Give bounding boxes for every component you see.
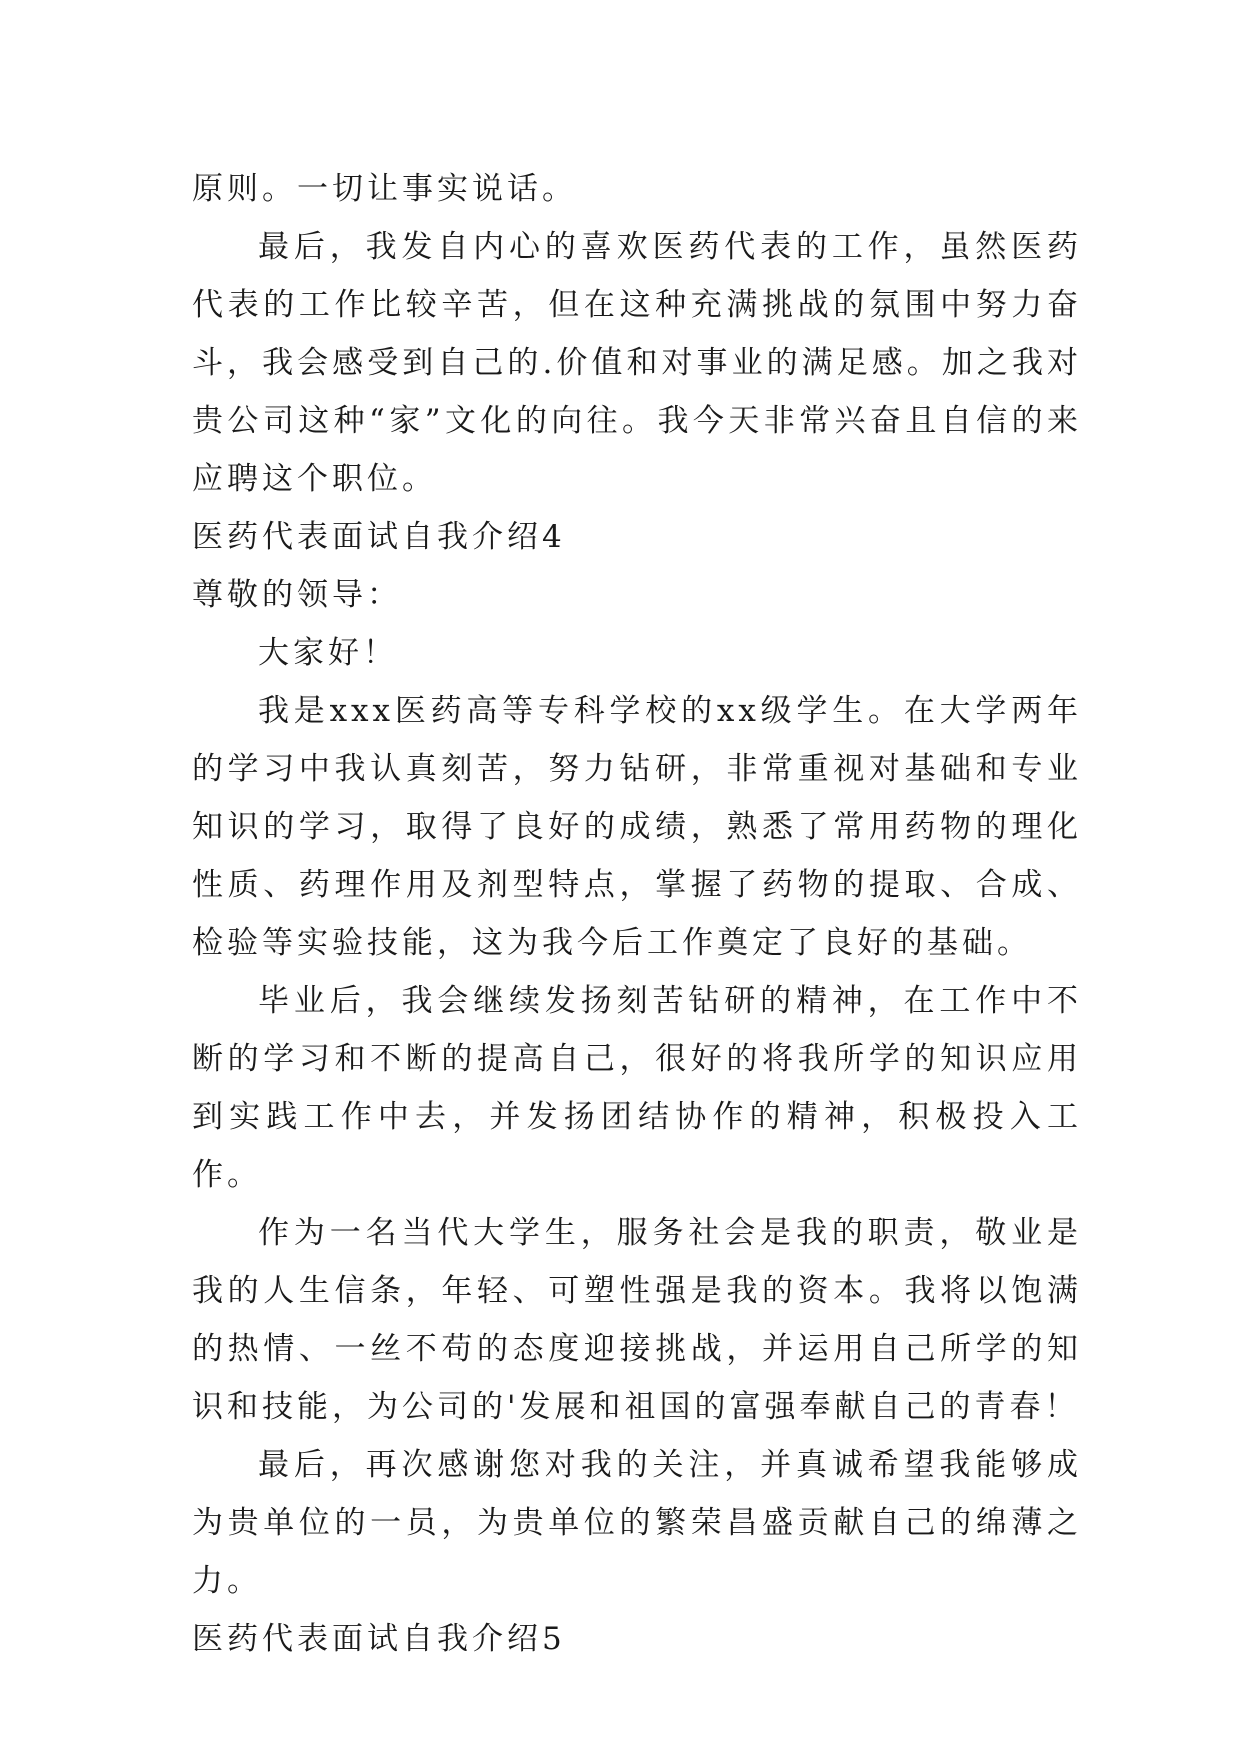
document-body: [192, 160, 1082, 1668]
greeting: 大家好！: [258, 635, 398, 671]
continuation-text: 原则。一切让事实说话。: [192, 171, 577, 207]
paragraph: 我是xxx医药高等专科学校的xx级学生。在大学两年的学习中我认真刻苦，努力钻研，非常重视对基础和专业知识的学习，取得了良好的成绩，熟悉了常用药物的理化性质、药理作用及剂型特点，掌握了药物的提取、合成、检验等实验技能，这为我今后工作奠定了良好的基础。: [192, 693, 1082, 961]
paragraph: 最后，再次感谢您对我的关注，并真诚希望我能够成为贵单位的一员，为贵单位的繁荣昌盛贡献自己的绵薄之力。: [192, 1447, 1082, 1599]
paragraph: 毕业后，我会继续发扬刻苦钻研的精神，在工作中不断的学习和不断的提高自己，很好的将我所学的知识应用到实践工作中去，并发扬团结协作的精神，积极投入工作。: [192, 983, 1082, 1193]
section-heading: 医药代表面试自我介绍4: [192, 519, 566, 555]
paragraph: 作为一名当代大学生，服务社会是我的职责，敬业是我的人生信条，年轻、可塑性强是我的资本。我将以饱满的热情、一丝不苟的态度迎接挑战，并运用自己所学的知识和技能，为公司的'发展和祖国的富强奉献自己的青春！: [192, 1215, 1082, 1425]
salutation: 尊敬的领导：: [192, 577, 402, 613]
section-heading: 医药代表面试自我介绍5: [192, 1621, 566, 1657]
paragraph: 最后，我发自内心的喜欢医药代表的工作，虽然医药代表的工作比较辛苦，但在这种充满挑战的氛围中努力奋斗，我会感受到自己的.价值和对事业的满足感。加之我对贵公司这种“家”文化的向往。我今天非常兴奋且自信的来应聘这个职位。: [192, 229, 1082, 497]
